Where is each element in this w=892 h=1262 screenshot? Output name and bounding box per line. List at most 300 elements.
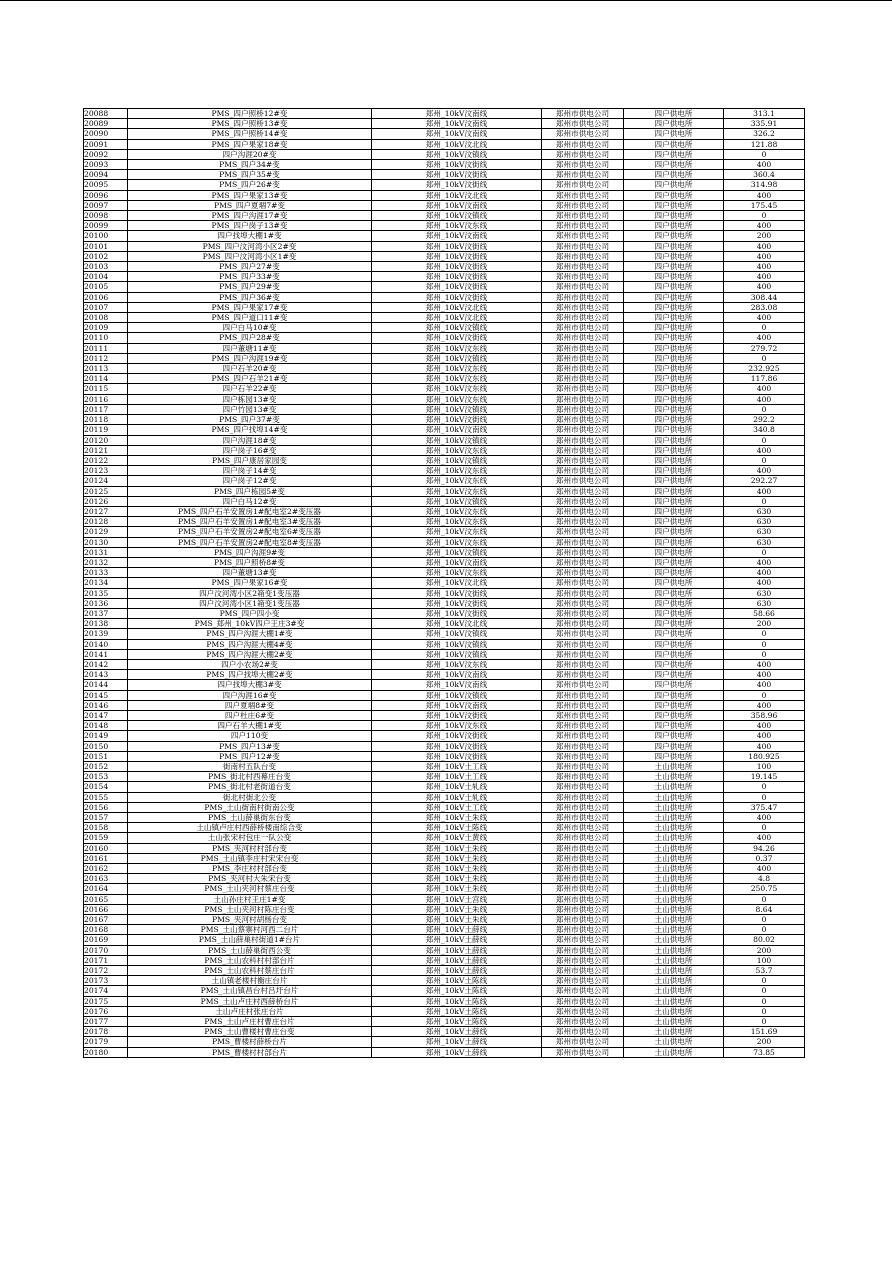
capacity-value-cell: 151.69 [724, 1027, 805, 1037]
table-row [84, 241, 805, 251]
capacity-value-cell: 0 [724, 894, 805, 904]
company-cell: 郑州市供电公司 [542, 445, 624, 455]
row-id-cell: 20105 [84, 282, 128, 292]
transformer-name-cell: 四户竹园13#变 [128, 404, 372, 414]
station-cell: 四户供电所 [624, 476, 724, 486]
row-id-cell: 20089 [84, 119, 128, 129]
table-body [84, 109, 805, 1058]
station-cell: 土山供电所 [624, 884, 724, 894]
row-id-cell: 20151 [84, 751, 128, 761]
feeder-line-cell: 郑州_10kV汶东线 [372, 537, 542, 547]
company-cell: 郑州市供电公司 [542, 864, 624, 874]
capacity-value-cell: 19.145 [724, 772, 805, 782]
transformer-name-cell: PMS_四户沟涯19#变 [128, 353, 372, 363]
table-row [84, 1047, 805, 1057]
station-cell: 四户供电所 [624, 425, 724, 435]
feeder-line-cell: 郑州_10kV汶南线 [372, 670, 542, 680]
company-cell: 郑州市供电公司 [542, 741, 624, 751]
company-cell: 郑州市供电公司 [542, 353, 624, 363]
feeder-line-cell: 郑州_10kV汶街线 [372, 282, 542, 292]
row-id-cell: 20117 [84, 404, 128, 414]
row-id-cell: 20130 [84, 537, 128, 547]
station-cell: 四户供电所 [624, 211, 724, 221]
transformer-name-cell: PMS_四户夏堌7#变 [128, 200, 372, 210]
feeder-line-cell: 郑州_10kV土朱线 [372, 864, 542, 874]
company-cell: 郑州市供电公司 [542, 823, 624, 833]
station-cell: 四户供电所 [624, 710, 724, 720]
capacity-value-cell: 400 [724, 680, 805, 690]
feeder-line-cell: 郑州_10kV汶南线 [372, 231, 542, 241]
capacity-value-cell: 0 [724, 455, 805, 465]
transformer-name-cell: PMS_四户汶河湾小区1#变 [128, 251, 372, 261]
transformer-name-cell: 四户岗子16#变 [128, 445, 372, 455]
row-id-cell: 20104 [84, 272, 128, 282]
row-id-cell: 20115 [84, 384, 128, 394]
table-row [84, 343, 805, 353]
feeder-line-cell: 郑州_10kV土薛线 [372, 935, 542, 945]
transformer-name-cell: 四户小农场2#变 [128, 659, 372, 669]
transformer-name-cell: 四户石羊22#变 [128, 384, 372, 394]
company-cell: 郑州市供电公司 [542, 925, 624, 935]
row-id-cell: 20125 [84, 486, 128, 496]
table-row [84, 517, 805, 527]
station-cell: 土山供电所 [624, 792, 724, 802]
station-cell: 四户供电所 [624, 741, 724, 751]
feeder-line-cell: 郑州_10kV汶北线 [372, 302, 542, 312]
row-id-cell: 20088 [84, 109, 128, 119]
feeder-line-cell: 郑州_10kV土陈线 [372, 976, 542, 986]
company-cell: 郑州市供电公司 [542, 404, 624, 414]
table-row [84, 404, 805, 414]
company-cell: 郑州市供电公司 [542, 170, 624, 180]
feeder-line-cell: 郑州_10kV汶北线 [372, 313, 542, 323]
capacity-value-cell: 400 [724, 251, 805, 261]
station-cell: 土山供电所 [624, 813, 724, 823]
capacity-value-cell: 630 [724, 537, 805, 547]
station-cell: 土山供电所 [624, 874, 724, 884]
capacity-value-cell: 200 [724, 619, 805, 629]
capacity-value-cell: 400 [724, 313, 805, 323]
transformer-name-cell: PMS_四户34#变 [128, 160, 372, 170]
station-cell: 四户供电所 [624, 517, 724, 527]
capacity-value-cell: 400 [724, 241, 805, 251]
transformer-name-cell: PMS_四户找埠14#变 [128, 425, 372, 435]
capacity-value-cell: 400 [724, 333, 805, 343]
transformer-name-cell: PMS_四户果家16#变 [128, 578, 372, 588]
table-row [84, 496, 805, 506]
row-id-cell: 20172 [84, 966, 128, 976]
feeder-line-cell: 郑州_10kV汶街线 [372, 160, 542, 170]
feeder-line-cell: 郑州_10kV土薛线 [372, 1027, 542, 1037]
capacity-value-cell: 400 [724, 833, 805, 843]
station-cell: 四户供电所 [624, 262, 724, 272]
capacity-value-cell: 400 [724, 272, 805, 282]
feeder-line-cell: 郑州_10kV土工线 [372, 762, 542, 772]
row-id-cell: 20142 [84, 659, 128, 669]
table-row [84, 1017, 805, 1027]
transformer-name-cell: PMS_夹河村胡杨台变 [128, 915, 372, 925]
row-id-cell: 20090 [84, 129, 128, 139]
row-id-cell: 20149 [84, 731, 128, 741]
row-id-cell: 20143 [84, 670, 128, 680]
transformer-name-cell: PMS_四户沟涯大棚4#变 [128, 639, 372, 649]
company-cell: 郑州市供电公司 [542, 792, 624, 802]
capacity-value-cell: 180.925 [724, 751, 805, 761]
transformer-name-cell: PMS_四户13#变 [128, 741, 372, 751]
capacity-value-cell: 279.72 [724, 343, 805, 353]
station-cell: 四户供电所 [624, 598, 724, 608]
station-cell: 四户供电所 [624, 466, 724, 476]
table-row [84, 741, 805, 751]
feeder-line-cell: 郑州_10kV汶南线 [372, 109, 542, 119]
transformer-name-cell: PMS_四户找埠大棚2#变 [128, 670, 372, 680]
feeder-line-cell: 郑州_10kV土陈线 [372, 996, 542, 1006]
transformer-name-cell: PMS_四户27#变 [128, 262, 372, 272]
transformer-name-cell: PMS_四户岗子13#变 [128, 221, 372, 231]
company-cell: 郑州市供电公司 [542, 1027, 624, 1037]
row-id-cell: 20140 [84, 639, 128, 649]
capacity-value-cell: 0 [724, 823, 805, 833]
capacity-value-cell: 232.925 [724, 364, 805, 374]
row-id-cell: 20171 [84, 955, 128, 965]
table-row [84, 353, 805, 363]
company-cell: 郑州市供电公司 [542, 731, 624, 741]
feeder-line-cell: 郑州_10kV汶东线 [372, 221, 542, 231]
company-cell: 郑州市供电公司 [542, 251, 624, 261]
table-row [84, 149, 805, 159]
transformer-name-cell: PMS_土山卢庄村曹庄台片 [128, 1017, 372, 1027]
transformer-name-cell: 四户沟涯18#变 [128, 435, 372, 445]
company-cell: 郑州市供电公司 [542, 262, 624, 272]
transformer-capacity-table [83, 108, 805, 1058]
transformer-name-cell: PMS_曹楼村村部台片 [128, 1047, 372, 1057]
feeder-line-cell: 郑州_10kV汶镇线 [372, 496, 542, 506]
row-id-cell: 20119 [84, 425, 128, 435]
table-row [84, 455, 805, 465]
row-id-cell: 20102 [84, 251, 128, 261]
table-row [84, 864, 805, 874]
feeder-line-cell: 郑州_10kV汶南线 [372, 129, 542, 139]
feeder-line-cell: 郑州_10kV汶东线 [372, 506, 542, 516]
station-cell: 四户供电所 [624, 619, 724, 629]
table-row [84, 527, 805, 537]
row-id-cell: 20128 [84, 517, 128, 527]
transformer-name-cell: PMS_曹楼村薛桥台片 [128, 1037, 372, 1047]
row-id-cell: 20168 [84, 925, 128, 935]
company-cell: 郑州市供电公司 [542, 476, 624, 486]
transformer-name-cell: 土山卢庄村张庄台片 [128, 1006, 372, 1016]
row-id-cell: 20163 [84, 874, 128, 884]
station-cell: 四户供电所 [624, 680, 724, 690]
feeder-line-cell: 郑州_10kV汶镇线 [372, 690, 542, 700]
row-id-cell: 20157 [84, 813, 128, 823]
feeder-line-cell: 郑州_10kV土工线 [372, 802, 542, 812]
station-cell: 四户供电所 [624, 139, 724, 149]
row-id-cell: 20177 [84, 1017, 128, 1027]
capacity-value-cell: 400 [724, 262, 805, 272]
transformer-name-cell: PMS_李庄村村部台变 [128, 864, 372, 874]
row-id-cell: 20132 [84, 557, 128, 567]
table-row [84, 292, 805, 302]
transformer-name-cell: PMS_土山卢庄村西薛桥台片 [128, 996, 372, 1006]
company-cell: 郑州市供电公司 [542, 772, 624, 782]
transformer-name-cell: PMS_土山镇昌台村吕圩台片 [128, 986, 372, 996]
row-id-cell: 20111 [84, 343, 128, 353]
feeder-line-cell: 郑州_10kV土薛线 [372, 1047, 542, 1057]
company-cell: 郑州市供电公司 [542, 721, 624, 731]
company-cell: 郑州市供电公司 [542, 211, 624, 221]
station-cell: 四户供电所 [624, 170, 724, 180]
table-row [84, 109, 805, 119]
station-cell: 土山供电所 [624, 823, 724, 833]
row-id-cell: 20123 [84, 466, 128, 476]
station-cell: 土山供电所 [624, 864, 724, 874]
table-row [84, 976, 805, 986]
feeder-line-cell: 郑州_10kV土薛线 [372, 966, 542, 976]
company-cell: 郑州市供电公司 [542, 935, 624, 945]
row-id-cell: 20166 [84, 904, 128, 914]
feeder-line-cell: 郑州_10kV土朱线 [372, 915, 542, 925]
station-cell: 四户供电所 [624, 608, 724, 618]
feeder-line-cell: 郑州_10kV汶东线 [372, 721, 542, 731]
capacity-value-cell: 200 [724, 231, 805, 241]
feeder-line-cell: 郑州_10kV土朱线 [372, 843, 542, 853]
capacity-value-cell: 0 [724, 639, 805, 649]
table-row [84, 649, 805, 659]
station-cell: 四户供电所 [624, 547, 724, 557]
row-id-cell: 20161 [84, 853, 128, 863]
transformer-name-cell: PMS_土山农科村村部台片 [128, 955, 372, 965]
station-cell: 四户供电所 [624, 221, 724, 231]
capacity-value-cell: 283.08 [724, 302, 805, 312]
row-id-cell: 20114 [84, 374, 128, 384]
feeder-line-cell: 郑州_10kV汶东线 [372, 374, 542, 384]
row-id-cell: 20095 [84, 180, 128, 190]
feeder-line-cell: 郑州_10kV汶东线 [372, 384, 542, 394]
station-cell: 土山供电所 [624, 833, 724, 843]
transformer-name-cell: PMS_四户37#变 [128, 415, 372, 425]
feeder-line-cell: 郑州_10kV土轧线 [372, 782, 542, 792]
table-row [84, 486, 805, 496]
company-cell: 郑州市供电公司 [542, 272, 624, 282]
company-cell: 郑州市供电公司 [542, 241, 624, 251]
feeder-line-cell: 郑州_10kV汶镇线 [372, 435, 542, 445]
feeder-line-cell: 郑州_10kV汶南线 [372, 557, 542, 567]
station-cell: 土山供电所 [624, 996, 724, 1006]
station-cell: 四户供电所 [624, 190, 724, 200]
station-cell: 四户供电所 [624, 659, 724, 669]
capacity-value-cell: 117.86 [724, 374, 805, 384]
company-cell: 郑州市供电公司 [542, 506, 624, 516]
transformer-name-cell: 四户岗子12#变 [128, 476, 372, 486]
row-id-cell: 20139 [84, 629, 128, 639]
feeder-line-cell: 郑州_10kV土朱线 [372, 813, 542, 823]
station-cell: 土山供电所 [624, 904, 724, 914]
row-id-cell: 20152 [84, 762, 128, 772]
station-cell: 土山供电所 [624, 894, 724, 904]
capacity-value-cell: 400 [724, 466, 805, 476]
company-cell: 郑州市供电公司 [542, 874, 624, 884]
row-id-cell: 20156 [84, 802, 128, 812]
capacity-value-cell: 0 [724, 986, 805, 996]
station-cell: 四户供电所 [624, 160, 724, 170]
table-row [84, 659, 805, 669]
transformer-name-cell: PMS_四户康居家园变 [128, 455, 372, 465]
table-row [84, 282, 805, 292]
table-row [84, 180, 805, 190]
company-cell: 郑州市供电公司 [542, 343, 624, 353]
transformer-name-cell: PMS_街北村老街道台变 [128, 782, 372, 792]
table-row [84, 966, 805, 976]
transformer-name-cell: 四户栋园13#变 [128, 394, 372, 404]
feeder-line-cell: 郑州_10kV汶东线 [372, 517, 542, 527]
company-cell: 郑州市供电公司 [542, 180, 624, 190]
row-id-cell: 20146 [84, 700, 128, 710]
transformer-name-cell: PMS_土山镇李庄村宋宋台变 [128, 853, 372, 863]
row-id-cell: 20144 [84, 680, 128, 690]
capacity-value-cell: 400 [724, 670, 805, 680]
transformer-name-cell: 四户董塘11#变 [128, 343, 372, 353]
table-row [84, 680, 805, 690]
table-row [84, 731, 805, 741]
feeder-line-cell: 郑州_10kV汶街线 [372, 292, 542, 302]
feeder-line-cell: 郑州_10kV土朱线 [372, 884, 542, 894]
table-row [84, 547, 805, 557]
station-cell: 四户供电所 [624, 588, 724, 598]
capacity-value-cell: 200 [724, 1037, 805, 1047]
capacity-value-cell: 630 [724, 527, 805, 537]
row-id-cell: 20145 [84, 690, 128, 700]
feeder-line-cell: 郑州_10kV汶街线 [372, 751, 542, 761]
capacity-value-cell: 4.8 [724, 874, 805, 884]
company-cell: 郑州市供电公司 [542, 802, 624, 812]
table-row [84, 333, 805, 343]
transformer-name-cell: PMS_土山薛巢街西公变 [128, 945, 372, 955]
feeder-line-cell: 郑州_10kV汶街线 [372, 241, 542, 251]
capacity-value-cell: 8.64 [724, 904, 805, 914]
feeder-line-cell: 郑州_10kV汶北线 [372, 190, 542, 200]
transformer-name-cell: PMS_土山夹河村蔡庄台变 [128, 884, 372, 894]
capacity-value-cell: 0 [724, 782, 805, 792]
capacity-value-cell: 308.44 [724, 292, 805, 302]
company-cell: 郑州市供电公司 [542, 394, 624, 404]
row-id-cell: 20175 [84, 996, 128, 1006]
company-cell: 郑州市供电公司 [542, 425, 624, 435]
capacity-value-cell: 630 [724, 517, 805, 527]
transformer-name-cell: PMS_土山夹河村陈庄台变 [128, 904, 372, 914]
feeder-line-cell: 郑州_10kV汶街线 [372, 731, 542, 741]
transformer-name-cell: 土山镇老楼村衡庄台片 [128, 976, 372, 986]
station-cell: 四户供电所 [624, 180, 724, 190]
station-cell: 四户供电所 [624, 537, 724, 547]
table-row [84, 170, 805, 180]
station-cell: 土山供电所 [624, 853, 724, 863]
row-id-cell: 20096 [84, 190, 128, 200]
station-cell: 四户供电所 [624, 394, 724, 404]
table-row [84, 211, 805, 221]
table-row [84, 884, 805, 894]
feeder-line-cell: 郑州_10kV汶北线 [372, 139, 542, 149]
row-id-cell: 20153 [84, 772, 128, 782]
transformer-name-cell: PMS_夹河村村部台变 [128, 843, 372, 853]
capacity-value-cell: 340.8 [724, 425, 805, 435]
feeder-line-cell: 郑州_10kV土朱线 [372, 904, 542, 914]
capacity-value-cell: 250.75 [724, 884, 805, 894]
company-cell: 郑州市供电公司 [542, 527, 624, 537]
feeder-line-cell: 郑州_10kV汶东线 [372, 364, 542, 374]
feeder-line-cell: 郑州_10kV汶街线 [372, 598, 542, 608]
company-cell: 郑州市供电公司 [542, 813, 624, 823]
company-cell: 郑州市供电公司 [542, 894, 624, 904]
company-cell: 郑州市供电公司 [542, 608, 624, 618]
row-id-cell: 20094 [84, 170, 128, 180]
feeder-line-cell: 郑州_10kV土轧线 [372, 792, 542, 802]
row-id-cell: 20103 [84, 262, 128, 272]
row-id-cell: 20141 [84, 649, 128, 659]
transformer-name-cell: PMS_四户石羊安置房2#配电室8#变压器 [128, 537, 372, 547]
transformer-name-cell: PMS_四户栋园5#变 [128, 486, 372, 496]
capacity-value-cell: 100 [724, 762, 805, 772]
station-cell: 四户供电所 [624, 629, 724, 639]
table-row [84, 639, 805, 649]
capacity-value-cell: 292.2 [724, 415, 805, 425]
transformer-name-cell: PMS_四户道口11#变 [128, 313, 372, 323]
station-cell: 土山供电所 [624, 955, 724, 965]
company-cell: 郑州市供电公司 [542, 1006, 624, 1016]
row-id-cell: 20148 [84, 721, 128, 731]
capacity-value-cell: 400 [724, 731, 805, 741]
station-cell: 四户供电所 [624, 292, 724, 302]
company-cell: 郑州市供电公司 [542, 282, 624, 292]
table-row [84, 843, 805, 853]
feeder-line-cell: 郑州_10kV土薛线 [372, 955, 542, 965]
capacity-value-cell: 80.02 [724, 935, 805, 945]
row-id-cell: 20110 [84, 333, 128, 343]
capacity-value-cell: 630 [724, 598, 805, 608]
company-cell: 郑州市供电公司 [542, 986, 624, 996]
capacity-value-cell: 400 [724, 700, 805, 710]
top-border-line [0, 0, 892, 1]
company-cell: 郑州市供电公司 [542, 843, 624, 853]
station-cell: 土山供电所 [624, 1037, 724, 1047]
capacity-value-cell: 292.27 [724, 476, 805, 486]
transformer-name-cell: 四户石羊20#变 [128, 364, 372, 374]
transformer-name-cell: PMS_四户果家17#变 [128, 302, 372, 312]
station-cell: 四户供电所 [624, 251, 724, 261]
station-cell: 四户供电所 [624, 506, 724, 516]
feeder-line-cell: 郑州_10kV汶镇线 [372, 547, 542, 557]
capacity-value-cell: 400 [724, 445, 805, 455]
transformer-name-cell: 土山镇卢庄村西薛桥楼南综合变 [128, 823, 372, 833]
table-row [84, 690, 805, 700]
company-cell: 郑州市供电公司 [542, 139, 624, 149]
capacity-value-cell: 53.7 [724, 966, 805, 976]
transformer-name-cell: PMS_土山街南村街南公变 [128, 802, 372, 812]
company-cell: 郑州市供电公司 [542, 455, 624, 465]
table-row [84, 751, 805, 761]
station-cell: 土山供电所 [624, 945, 724, 955]
row-id-cell: 20112 [84, 353, 128, 363]
feeder-line-cell: 郑州_10kV土薛线 [372, 945, 542, 955]
capacity-value-cell: 314.98 [724, 180, 805, 190]
table-row [84, 1027, 805, 1037]
company-cell: 郑州市供电公司 [542, 496, 624, 506]
capacity-value-cell: 335.91 [724, 119, 805, 129]
capacity-value-cell: 0 [724, 211, 805, 221]
table-row [84, 506, 805, 516]
feeder-line-cell: 郑州_10kV汶镇线 [372, 455, 542, 465]
feeder-line-cell: 郑州_10kV汶南线 [372, 680, 542, 690]
